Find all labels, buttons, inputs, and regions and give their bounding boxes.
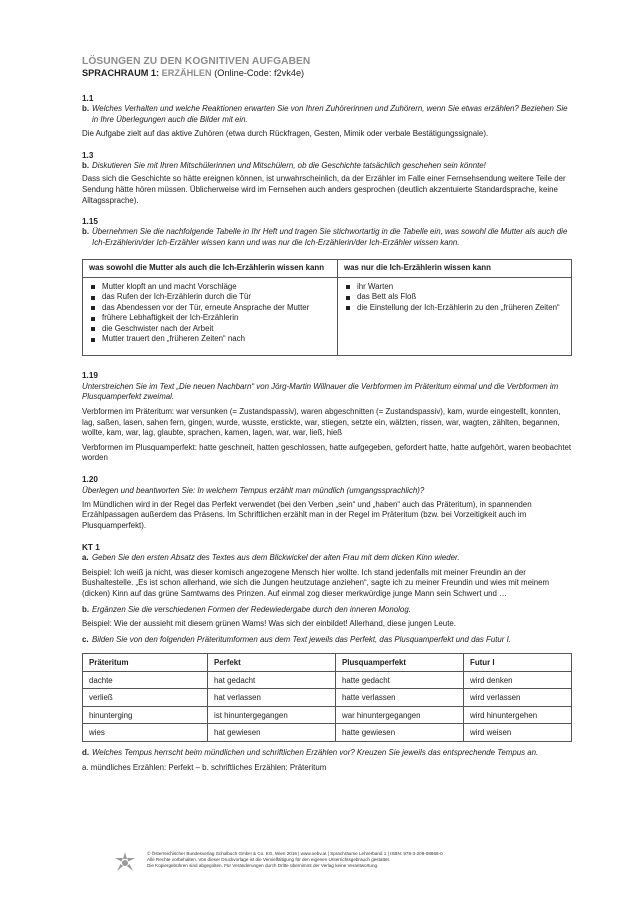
list-item: Mutter klopft an und macht Vorschläge (89, 282, 331, 293)
task-label: b. (82, 104, 90, 113)
task-text (82, 104, 572, 125)
table-cell (83, 277, 338, 355)
section-number: 1.1 (82, 94, 94, 103)
table-cell: dachte (83, 671, 208, 689)
answer-text: Dass sich die Geschichte so hätte ereignen können, ist unwahrscheinlich, da der Erzähler im Falle einer Fernsehsendung weitere Teile der Sendung hätte hören müssen. Üblicherweise wird im Fernsehen auch anders gesprochen (deutlich akzentuierte Standardsprache, keine Alltagssprache). (82, 174, 566, 205)
list-item: die Einstellung der Ich-Erzählerin zu den „früheren Zeiten“ (344, 303, 565, 314)
list-item: ihr Warten (344, 282, 565, 293)
task-question: Bilden Sie von den folgenden Präteritumformen aus dem Text jeweils das Perfekt, das Plusquamperfekt und das Futur I. (92, 634, 512, 644)
list-item: Mutter trauert den „früheren Zeiten“ nach (89, 334, 331, 345)
page-subtitle (82, 68, 572, 78)
table-cell: hatte gewiesen (336, 724, 464, 742)
table-cell: wird weisen (464, 724, 572, 742)
answer-text: a. mündliches Erzählen: Perfekt – b. schriftliches Erzählen: Präteritum (82, 762, 327, 772)
table-cell: verließ (83, 689, 208, 707)
answer-text: Im Mündlichen wird in der Regel das Perfekt verwendet (bei den Verben „sein“ und „haben“ auch das Präteritum), in spannenden Erzählpassagen außerdem das Präsens. Im Schriftlichen erzählt man in der Regel im Präteritum (bzw. bei Vorzeitigkeit auch im Plusquamperfekt). (82, 499, 532, 530)
task-label: b. (82, 604, 90, 614)
task-text (82, 635, 572, 646)
section-number: 1.20 (82, 474, 98, 484)
table-cell: wies (83, 724, 208, 742)
task-question: Welches Verhalten und welche Reaktionen erwarten Sie von Ihren Zuhörerinnen und Zuhörern, wenn Sie etwas erzählen? Beziehen Sie in Ihre Überlegungen auch die Bilder mit ein. (92, 104, 568, 124)
footer-disclaimer: Die Kopiergebühren sind abgegolten. Für Veränderungen durch Dritte übernimmt der Verlag keine Verantwortung. (147, 863, 379, 869)
answer-text: Beispiel: Ich weiß ja nicht, was dieser komisch angezogene Mensch hier wollte. Ich stand jedenfalls mit meiner Freundin an der Bushaltestelle. „Es ist schon allerhand, wie sich die Jungen heutzutage anziehen“, sagte ich zu meiner Freundin und wies mit meinem (dicken) Kinn auf das grüne Samtwams des Prinzen. Auf einmal zog dieser merkwürdige junge Mann sein Schwert und … (82, 567, 550, 599)
subtitle-topic: ERZÄHLEN (161, 68, 212, 78)
section-number: 1.3 (82, 150, 94, 160)
table-header: was nur die Ich-Erzählerin wissen kann (338, 260, 572, 277)
table-cell: ist hinuntergegangen (208, 706, 336, 724)
table-cell: hat gewiesen (208, 724, 336, 742)
answer-text: Verbformen im Präteritum: war versunken (= Zustandspassiv), waren abgeschnitten (= Zustandspassiv), kam, wurde eingestellt, konnten, lag, saßen, lasen, sahen fern, gingen, wurde, wusste, erstickte, war, stiegen, setzte ein, wälzten, rissen, war, wagten, zählten, begannen, wollte, kam, war, lag, glaubte, sprachen, kamen, lagen, war, war, ließ, hieß (82, 406, 561, 438)
task-question: Welches Tempus herrscht beim mündlichen und schriftlichen Erzählen vor? Kreuzen Sie jeweils das entsprechende Tempus an. (92, 747, 539, 757)
table-cell: hatte gedacht (336, 671, 464, 689)
bullet-list-narrator (344, 282, 565, 314)
task-question: Überlegen und beantworten Sie: In welchem Tempus erzählt man mündlich (umgangssprachlich)? (82, 485, 425, 495)
list-item: das Rufen der Ich-Erzählerin durch die Tür (89, 292, 331, 303)
answer-text: Beispiel: Wie der aussieht mit diesem grünen Wams! Was sich der einbildet! Allerhand, diese jungen Leute. (82, 619, 456, 629)
table-cell (338, 277, 572, 355)
table-header: was sowohl die Mutter als auch die Ich-Erzählerin wissen kann (83, 260, 338, 277)
task-text (82, 605, 572, 616)
task-text (82, 553, 572, 564)
table-cell: hinunterging (83, 706, 208, 724)
task-question: Unterstreichen Sie im Text „Die neuen Nachbarn“ von Jörg-Martin Willnauer die Verbformen im Präteritum einmal und die Verbformen im Plusquamperfekt zweimal. (82, 381, 559, 402)
task-label: a. (82, 553, 89, 563)
table-cell: hat gedacht (208, 671, 336, 689)
list-item: das Abendessen vor der Tür, erneute Ansprache der Mutter (89, 303, 331, 314)
section-number: 1.15 (82, 217, 98, 227)
table-cell: wird verlassen (464, 689, 572, 707)
publisher-logo-icon (113, 851, 137, 875)
table-header: Futur I (464, 654, 572, 672)
section-1-20 (82, 475, 572, 531)
task-label: b. (82, 160, 90, 170)
task-question: Geben Sie den ersten Absatz des Textes aus dem Blickwickel der alten Frau mit dem dicken Kinn wieder. (92, 553, 460, 563)
section-kt1 (82, 543, 572, 773)
section-number: KT 1 (82, 543, 100, 553)
page-footer (147, 851, 567, 870)
section-1-1 (82, 94, 572, 140)
answer-text: Die Aufgabe zielt auf das aktive Zuhören (etwa durch Rückfragen, Gesten, Mimik oder verbale Bestätigungssignale). (82, 129, 489, 139)
bullet-list-both (89, 282, 331, 345)
document-page (82, 56, 572, 773)
table-header: Plusquamperfekt (336, 654, 464, 672)
table-cell: war hinuntergegangen (336, 706, 464, 724)
table-cell: wird hinuntergehen (464, 706, 572, 724)
table-header: Perfekt (208, 654, 336, 672)
task-label: b. (82, 227, 90, 237)
task-text (82, 227, 572, 248)
table-cell: hat verlassen (208, 689, 336, 707)
answer-text: Verbformen im Plusquamperfekt: hatte geschneit, hatten geschlossen, hatte aufgegeben, gefordert hatte, hatte aufgehört, waren beobachtet worden (82, 442, 572, 463)
subtitle-online-code: (Online-Code: f2vk4e) (214, 68, 305, 78)
list-item: das Bett als Floß (344, 292, 565, 303)
page-title: LÖSUNGEN ZU DEN KOGNITIVEN AUFGABEN (82, 56, 311, 67)
table-row (83, 706, 572, 724)
table-row (83, 689, 572, 707)
list-item: die Geschwister nach der Arbeit (89, 324, 331, 335)
section-1-19 (82, 371, 572, 464)
task-question: Ergänzen Sie die verschiedenen Formen der Redewiedergabe durch den inneren Monolog. (92, 604, 411, 614)
task-question: Übernehmen Sie die nachfolgende Tabelle in Ihr Heft und tragen Sie stichwortartig in die Tabelle ein, was sowohl die Mutter als auch die Ich-Erzählerin/der Ich-Erzähler wissen kann und was nur die Ich-Erzählerin/der Ich-Erzähler wissen kann. (92, 227, 568, 247)
footer-copyright: © Österreichischer Bundesverlag Schulbuch GmbH & Co. KG, Wien 2016 | www.oebv.at | Sprachräume Lehrerband 1 | ISBN: 978-3-209-08868-0 (147, 851, 443, 856)
table-cell: wird denken (464, 671, 572, 689)
task-label: d. (82, 747, 90, 757)
section-1-3 (82, 151, 572, 206)
subtitle-section: SPRACHRAUM 1: (82, 68, 160, 78)
table-row (83, 724, 572, 742)
table-header: Präteritum (83, 654, 208, 672)
section-1-15 (82, 217, 572, 356)
section-number: 1.19 (82, 370, 98, 380)
task-label: c. (82, 634, 89, 644)
table-row (83, 671, 572, 689)
list-item: frühere Lebhaftigkeit der Ich-Erzählerin (89, 313, 331, 324)
footer-rights: Alle Rechte vorbehalten. Von dieser Druckvorlage ist die Vervielfältigung für den eigenen Unterrichtsgebrauch gestattet. (147, 857, 391, 863)
tense-table (82, 653, 572, 742)
task-text (82, 748, 572, 759)
task-text (82, 161, 572, 172)
task-question: Diskutieren Sie mit Ihren Mitschülerinnen und Mitschülern, ob die Geschichte tatsächlich geschehen sein könnte! (92, 160, 486, 170)
table-cell: hatte verlassen (336, 689, 464, 707)
knowledge-table (82, 259, 572, 355)
